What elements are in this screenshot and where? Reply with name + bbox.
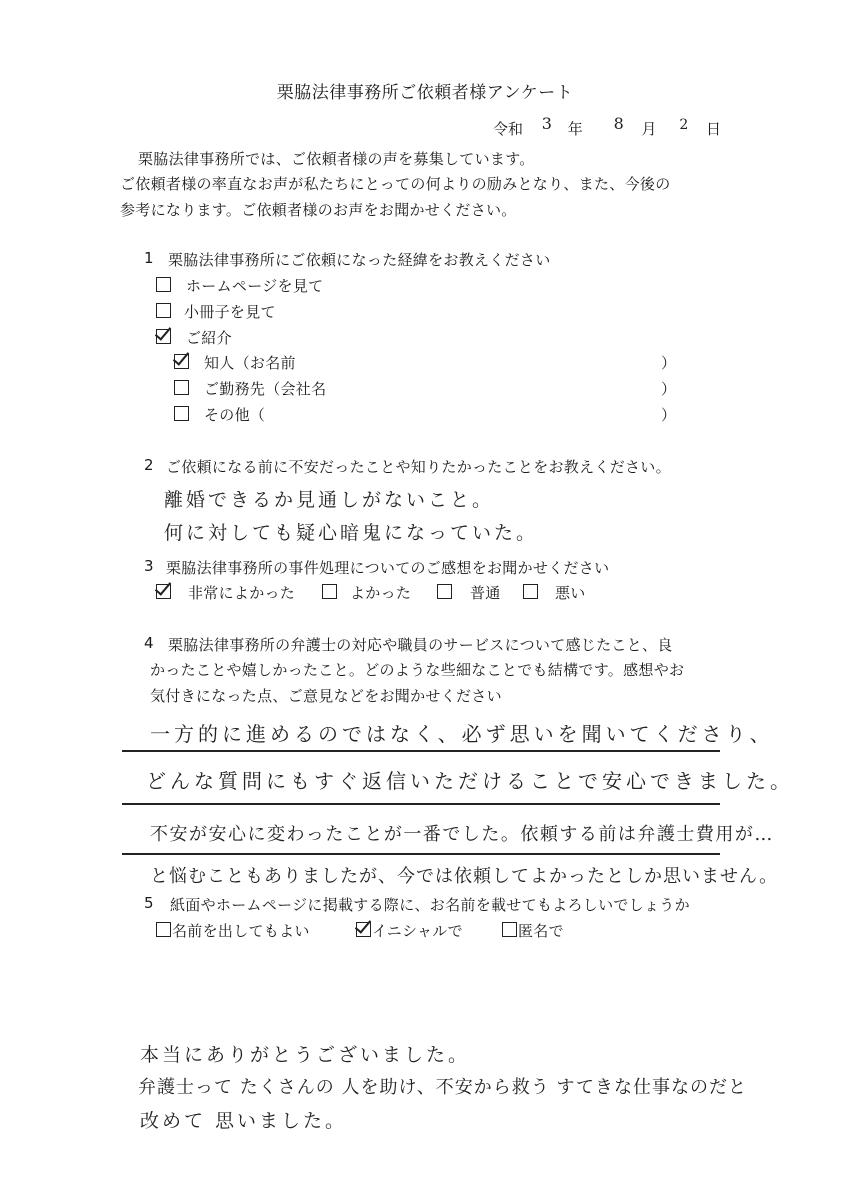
q5-question: 紙面やホームページに掲載する際に、お名前を載せてもよろしいでしょうか [170, 896, 690, 914]
q1-sub-acquaintance-close: ） [661, 354, 677, 372]
q1-sub-other-label: その他（ [204, 406, 266, 424]
q2-answer-line-2: 何に対しても疑心暗鬼になっていた。 [164, 522, 539, 544]
q4-answer-line-1: 一方的に進めるのではなく、必ず思いを聞いてくださり、 [150, 722, 774, 746]
q1-option-homepage-checkbox[interactable] [156, 277, 171, 292]
q1-option-referral-checkbox[interactable] [156, 329, 171, 344]
q1-sub-acquaintance-checkbox[interactable] [174, 354, 189, 369]
q3-option-bad-checkbox[interactable] [523, 584, 538, 599]
intro-line-2: ご依頼者様の率直なお声が私たちにとっての何よりの励みとなり、また、今後の [120, 175, 671, 193]
q5-option-initials-checkbox[interactable] [356, 922, 371, 937]
q1-sub-other-close: ） [661, 406, 677, 424]
q5-option-full-name-checkbox[interactable] [156, 922, 171, 937]
q3-option-normal-label: 普通 [470, 584, 501, 602]
date-year-unit: 年 [567, 120, 583, 138]
q3-option-bad-label: 悪い [555, 584, 586, 602]
q4-question-line-1: 栗脇法律事務所の弁護士の対応や職員のサービスについて感じたこと、良 [168, 636, 673, 654]
q2-question: ご依頼になる前に不安だったことや知りたかったことをお教えください。 [166, 458, 671, 476]
q3-option-normal-checkbox[interactable] [437, 584, 452, 599]
q3-option-good-checkbox[interactable] [322, 584, 337, 599]
q3-question: 栗脇法律事務所の事件処理についてのご感想をお聞かせください [166, 559, 610, 577]
q3-option-very-good-label: 非常によかった [188, 584, 296, 602]
q1-option-homepage-label: ホームページを見て [186, 277, 324, 295]
q5-option-anonymous-label: 匿名で [518, 922, 564, 940]
q5-option-anonymous-checkbox[interactable] [502, 922, 517, 937]
q1-option-referral-label: ご紹介 [186, 329, 232, 347]
q2-answer-line-1: 離婚できるか見通しがないこと。 [164, 489, 495, 511]
q4-answer-rule-2 [122, 803, 720, 805]
date-day-unit: 日 [706, 120, 722, 138]
q3-option-very-good-checkbox[interactable] [156, 584, 171, 599]
q5-option-full-name-label: 名前を出してもよい [172, 922, 310, 940]
q1-sub-workplace-checkbox[interactable] [174, 380, 189, 395]
date-era: 令和 [493, 120, 524, 138]
page-title: 栗脇法律事務所ご依頼者様アンケート [276, 83, 574, 103]
q1-option-booklet-label: 小冊子を見て [184, 303, 276, 321]
q1-option-booklet-checkbox[interactable] [156, 303, 171, 318]
q4-question-line-3: 気付きになった点、ご意見などをお聞かせください [150, 687, 502, 705]
date-month: 8 [613, 114, 627, 133]
q1-number: 1 [144, 249, 154, 267]
q4-answer-line-4: と悩むこともありましたが、今では依頼してよかったとしか思いません。 [150, 866, 779, 887]
intro-line-3: 参考になります。ご依頼者様のお声をお聞かせください。 [120, 201, 517, 219]
q1-sub-other-checkbox[interactable] [174, 406, 189, 421]
free-comment-line-3: 改めて 思いました。 [140, 1110, 348, 1132]
free-comment-line-2: 弁護士って たくさんの 人を助け、不安から救う すてきな仕事なのだと [138, 1077, 747, 1098]
date-month-unit: 月 [641, 120, 657, 138]
q1-question: 栗脇法律事務所にご依頼になった経緯をお教えください [168, 251, 551, 269]
q3-number: 3 [144, 557, 154, 575]
intro-line-1: 栗脇法律事務所では、ご依頼者様の声を募集しています。 [138, 150, 535, 168]
q3-option-good-label: よかった [350, 584, 412, 602]
q4-answer-rule-3 [122, 853, 720, 855]
free-comment-line-1: 本当にありがとうございました。 [140, 1044, 471, 1066]
q1-sub-acquaintance-label: 知人（お名前 [204, 354, 296, 372]
q4-number: 4 [144, 634, 154, 652]
date-day: 2 [679, 117, 692, 133]
date-year: 3 [541, 114, 555, 133]
q1-sub-workplace-close: ） [661, 380, 677, 398]
q4-answer-line-2: どんな質問にもすぐ返信いただけることで安心できました。 [146, 769, 794, 793]
q5-option-initials-label: イニシャルで [372, 922, 463, 940]
q4-answer-rule-1 [122, 750, 720, 752]
q4-answer-line-3: 不安が安心に変わったことが一番でした。依頼する前は弁護士費用が… [150, 824, 774, 845]
q5-number: 5 [144, 894, 154, 912]
q4-question-line-2: かったことや嬉しかったこと。どのような些細なことでも結構です。感想やお [150, 661, 685, 679]
q2-number: 2 [144, 456, 154, 474]
date-line [493, 114, 722, 139]
q1-sub-workplace-label: ご勤務先（会社名 [204, 380, 327, 398]
